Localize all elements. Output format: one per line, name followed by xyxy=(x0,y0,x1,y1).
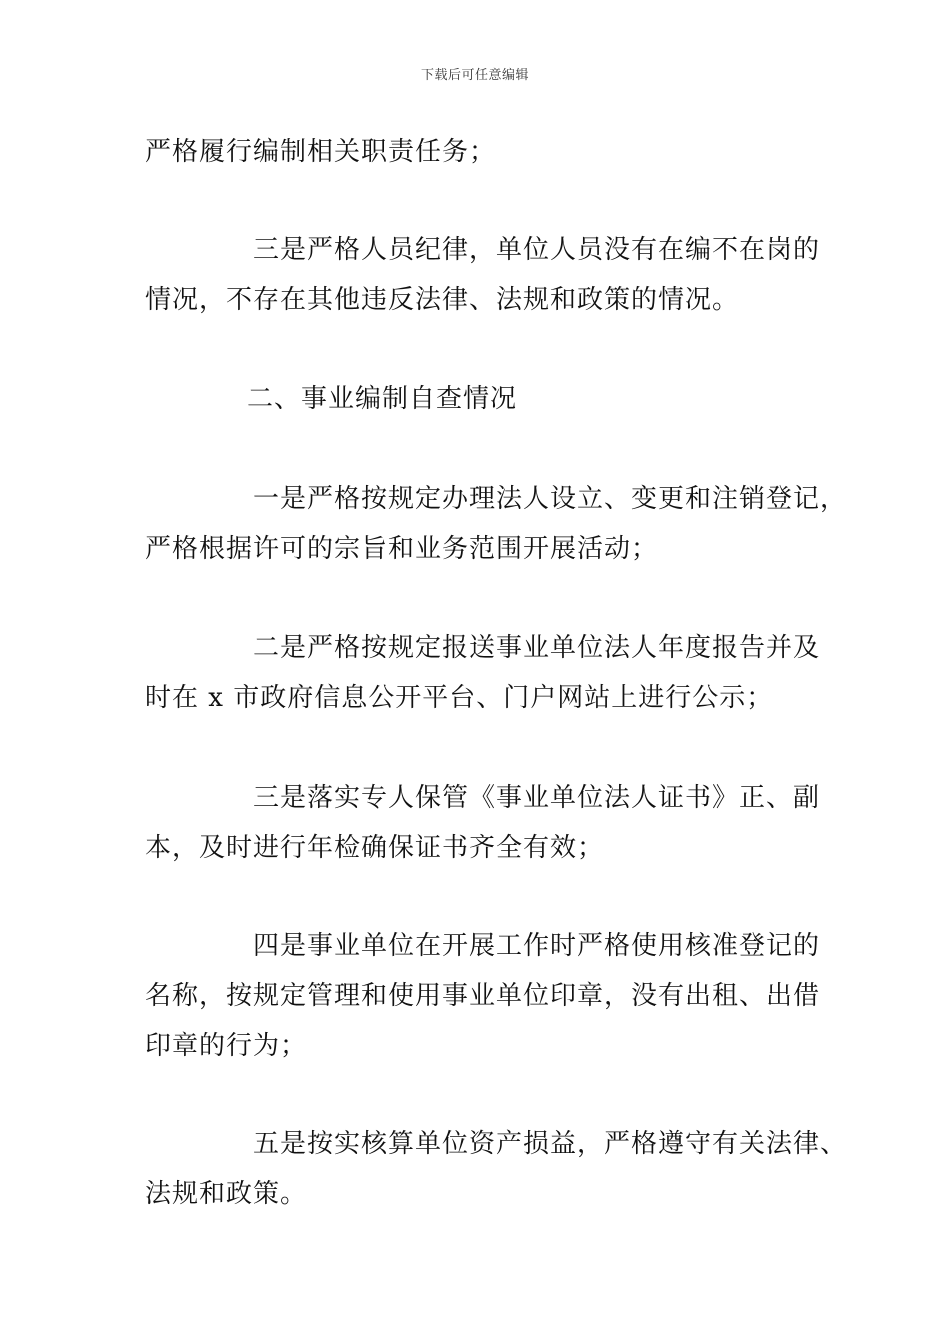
paragraph-annual-report xyxy=(145,623,825,723)
paragraph-seal-management xyxy=(145,921,825,1071)
text-line: 五是按实核算单位资产损益，严格遵守有关法律、 xyxy=(253,1129,848,1159)
paragraph-legal-registration xyxy=(145,474,848,574)
text-line: 印章的行为； xyxy=(145,1031,308,1061)
text-line: 四是事业单位在开展工作时严格使用核准登记的 xyxy=(253,931,821,961)
text-line: 名称，按规定管理和使用事业单位印章，没有出租、出借 xyxy=(145,981,821,1011)
text-line: 严格履行编制相关职责任务； xyxy=(145,137,497,167)
text-line: 时在 x 市政府信息公开平台、门户网站上进行公示； xyxy=(145,683,774,713)
text-line: 一是严格按规定办理法人设立、变更和注销登记， xyxy=(253,484,848,514)
paragraph-personnel-discipline xyxy=(145,225,825,325)
page-header: 下载后可任意编辑 xyxy=(420,68,529,83)
text-line: 三是严格人员纪律，单位人员没有在编不在岗的 xyxy=(253,235,821,265)
section-heading-public-institution-self-check xyxy=(145,374,825,424)
text-line: 严格根据许可的宗旨和业务范围开展活动； xyxy=(145,534,659,564)
text-line: 法规和政策。 xyxy=(145,1179,308,1209)
text-line: 三是落实专人保管《事业单位法人证书》正、副 xyxy=(253,783,821,813)
text-line: 情况，不存在其他违反法律、法规和政策的情况。 xyxy=(145,285,740,315)
text-line: 二是严格按规定报送事业单位法人年度报告并及 xyxy=(253,633,821,663)
heading-line: 二、事业编制自查情况 xyxy=(247,384,518,414)
text-line: 本，及时进行年检确保证书齐全有效； xyxy=(145,833,605,863)
paragraph-certificate-custody xyxy=(145,773,825,873)
paragraph-duty-continuation xyxy=(145,127,825,177)
paragraph-asset-accounting xyxy=(145,1119,848,1219)
